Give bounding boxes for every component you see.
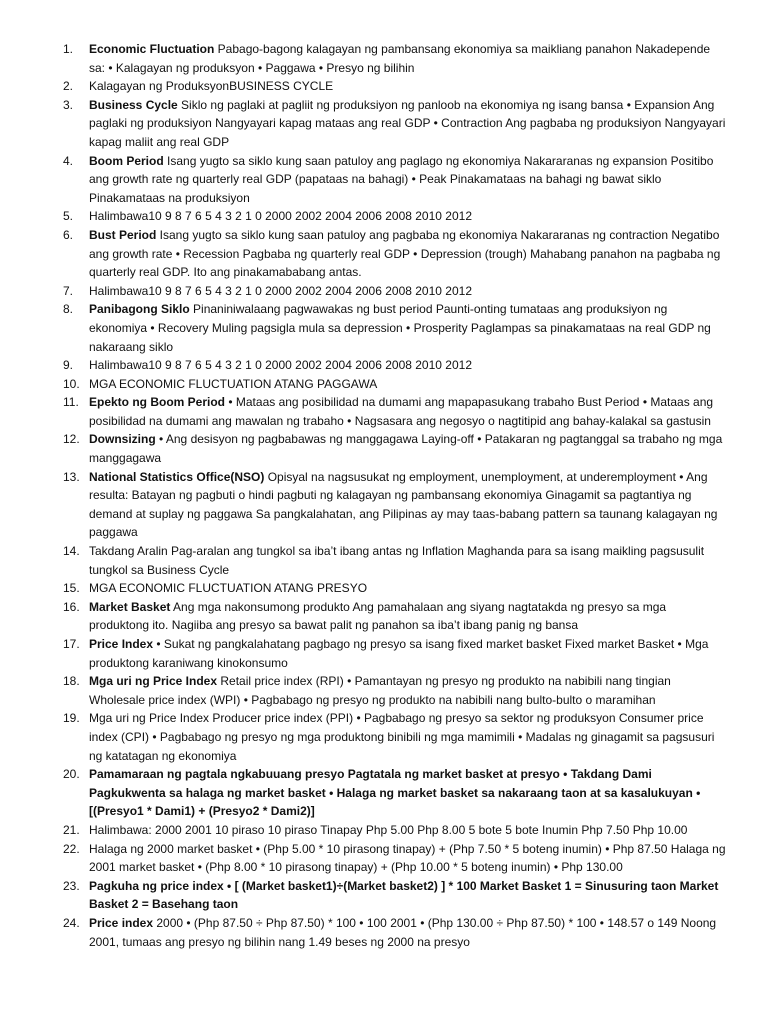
list-item [0, 635, 768, 672]
item-text: National Statistics Office(NSO) Opisyal na nagsusukat ng employment, unemployment, at underemployment • Ang resulta: Batayan ng pagbuti o hindi pagbuti ng kalagayan ng pambansang ekonomiya Ginagamit sa pagtantiya ng demand at suplay ng paggawa Sa pangkalahatan, ang Pilipinas ay may taas-babang pattern sa taunang kalagayan ng paggawa [89, 469, 718, 540]
numbered-list [0, 40, 768, 951]
list-item [0, 598, 768, 635]
list-item [0, 77, 768, 96]
list-item [0, 152, 768, 208]
list-item [0, 709, 768, 765]
item-text: Pagkuha ng price index • [ (Market basket1)÷(Market basket2) ] * 100 Market Basket 1 = Sinusuring taon Market Basket 2 = Basehang taon [89, 878, 719, 912]
item-number: 20. [63, 767, 80, 782]
item-number: 2. [63, 79, 74, 94]
item-text: Mga uri ng Price Index Producer price index (PPI) • Pagbabago ng presyo sa sektor ng produksyon Consumer price index (CPI) • Pagbabago ng presyo ng mga produktong binibili ng mga mamimili • Madalas ng ginagamit sa pagsusuri ng katatagan ng ekonomiya [89, 711, 715, 763]
item-text: Price Index • Sukat ng pangkalahatang pagbago ng presyo sa isang fixed market basket Fixed market Basket • Mga produktong karaniwang kinokonsumo [89, 637, 709, 670]
list-item [0, 96, 768, 152]
item-number: 15. [63, 581, 80, 596]
item-text: Panibagong Siklo Pinaniniwalaang pagwawakas ng bust period Paunti-onting tumataas ang produksiyon ng ekonomiya • Recovery Muling pagsigla mula sa depression • Prosperity Paglampas sa pinakamataas na real GDP ng nakaraang siklo [89, 302, 711, 354]
list-item [0, 300, 768, 356]
list-item [0, 672, 768, 709]
item-number: 16. [63, 599, 80, 614]
item-text: Takdang Aralin Pag-aralan ang tungkol sa iba’t ibang antas ng Inflation Maghanda para sa isang maikling pagsusulit tungkol sa Business Cycle [89, 544, 705, 577]
item-number: 10. [63, 376, 80, 391]
item-number: 5. [63, 209, 74, 224]
item-text: Boom Period Isang yugto sa siklo kung saan patuloy ang paglago ng ekonomiya Nakararanas ng expansion Positibo ang growth rate ng quarterly real GDP (papataas na bahagi) • Peak Pinakamataas na bahagi ng bawat siklo Pinakamataas na produksiyon [89, 153, 714, 205]
item-number: 1. [63, 42, 74, 56]
item-text: Downsizing • Ang desisyon ng pagbabawas ng manggagawa Laying-off • Patakaran ng pagtanggal sa trabaho ng mga manggagawa [89, 432, 723, 466]
item-text: MGA ECONOMIC FLUCTUATION ATANG PAGGAWA [89, 376, 378, 391]
list-item [0, 914, 768, 951]
item-number: 8. [63, 302, 74, 317]
item-number: 12. [63, 432, 80, 447]
item-text: Halimbawa10 9 8 7 6 5 4 3 2 1 0 2000 2002 2004 2006 2008 2010 2012 [89, 209, 472, 224]
item-number: 7. [63, 283, 74, 298]
list-item [0, 40, 768, 77]
list-item [0, 840, 768, 877]
item-text: Market Basket Ang mga nakonsumong produkto Ang pamahalaan ang siyang nagtatakda ng presyo sa mga produktong ito. Nagiiba ang presyo sa bawat palit ng panahon sa iba’t ibang panig ng bansa [89, 599, 667, 633]
item-text: Epekto ng Boom Period • Mataas ang posibilidad na dumami ang mapapasukang trabaho Bust Period • Mataas ang posibilidad na dumami ang mawalan ng trabaho • Nagsasara ang negosyo o nagtitipid ang bahay-kalakal sa gastusin [89, 395, 714, 428]
document-page [0, 40, 768, 951]
item-number: 21. [63, 822, 80, 837]
list-item [0, 207, 768, 226]
item-text: Price index 2000 • (Php 87.50 ÷ Php 87.50) * 100 • 100 2001 • (Php 130.00 ÷ Php 87.50) * 100 • 148.57 o 149 Noong 2001, tumaas ang presyo ng bilihin nang 1.49 beses ng 2000 na presyo [89, 915, 717, 949]
item-number: 22. [63, 841, 80, 856]
list-item [0, 430, 768, 467]
item-number: 24. [63, 915, 80, 930]
list-item [0, 375, 768, 394]
list-item [0, 468, 768, 542]
item-number: 13. [63, 469, 80, 484]
list-item [0, 765, 768, 821]
list-item [0, 226, 768, 282]
item-number: 14. [63, 544, 80, 559]
item-number: 19. [63, 711, 80, 726]
list-item [0, 356, 768, 375]
item-text: Halimbawa10 9 8 7 6 5 4 3 2 1 0 2000 2002 2004 2006 2008 2010 2012 [89, 358, 472, 373]
list-item [0, 542, 768, 579]
item-number: 4. [63, 153, 74, 168]
item-text: Halimbawa: 2000 2001 10 piraso 10 piraso Tinapay Php 5.00 Php 8.00 5 bote 5 bote Inumin Php 7.50 Php 10.00 [89, 822, 688, 837]
item-number: 11. [63, 395, 79, 410]
item-text: Economic Fluctuation Pabago-bagong kalagayan ng pambansang ekonomiya sa maikliang panahon Nakadepende sa: • Kalagayan ng produksyon • Paggawa • Presyo ng bilihin [89, 42, 711, 75]
item-text: MGA ECONOMIC FLUCTUATION ATANG PRESYO [89, 581, 368, 596]
item-number: 17. [63, 637, 80, 651]
item-number: 18. [63, 674, 80, 689]
list-item [0, 821, 768, 840]
item-number: 9. [63, 358, 74, 373]
item-text: Bust Period Isang yugto sa siklo kung saan patuloy ang pagbaba ng ekonomiya Nakararanas ng contraction Negatibo ang growth rate • Recession Pagbaba ng quarterly real GDP • Depression (trough) Mahabang panahon na pagbaba ng quarterly real GDP. Ito ang pinakamababang antas. [89, 227, 721, 280]
list-item [0, 877, 768, 914]
item-number: 23. [63, 878, 80, 893]
list-item [0, 393, 768, 430]
item-text: Halimbawa10 9 8 7 6 5 4 3 2 1 0 2000 2002 2004 2006 2008 2010 2012 [89, 283, 472, 298]
item-text: Business Cycle Siklo ng paglaki at pagliit ng produksiyon ng panloob na ekonomiya ng isang bansa • Expansion Ang paglaki ng produksiyon Nangyayari kapag mataas ang real GDP • Contraction Ang pagbaba ng produksiyon Nangyayari kapag maliit ang real GDP [89, 97, 726, 149]
item-number: 6. [63, 227, 74, 242]
item-number: 3. [63, 97, 74, 112]
item-text: Halaga ng 2000 market basket • (Php 5.00 * 10 pirasong tinapay) + (Php 7.50 * 5 boteng inumin) • Php 87.50 Halaga ng 2001 market basket • (Php 8.00 * 10 pirasong tinapay) + (Php 10.00 * 5 boteng inumin) • Php 130.00 [89, 841, 726, 875]
item-text: Kalagayan ng ProduksyonBUSINESS CYCLE [89, 79, 334, 94]
item-text: Mga uri ng Price Index Retail price index (RPI) • Pamantayan ng presyo ng produkto na nabibili nang tingian Wholesale price index (WPI) • Pagbabago ng presyo ng produkto na nabibili nang bulto-bulto o maramihan [89, 674, 671, 707]
list-item [0, 579, 768, 598]
item-text: Pamamaraan ng pagtala ngkabuuang presyo Pagtatala ng market basket at presyo • Takdang Dami Pagkukwenta sa halaga ng market basket • Halaga ng market basket sa nakaraang taon at sa kasalukuyan • [(Presyo1 * Dami1) + (Presyo2 * Dami2)] [89, 767, 701, 819]
list-item [0, 282, 768, 301]
